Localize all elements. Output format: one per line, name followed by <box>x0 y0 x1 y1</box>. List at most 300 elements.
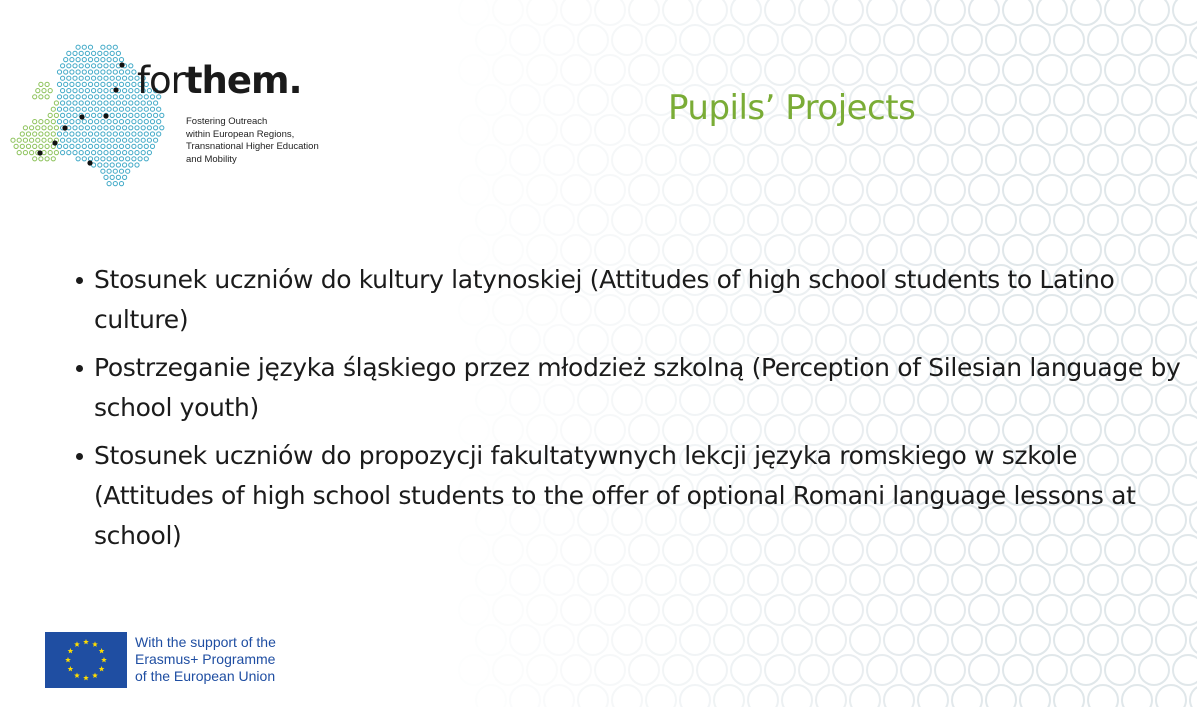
logo-dot <box>101 144 105 148</box>
background-circle <box>748 145 778 175</box>
logo-dot <box>116 138 120 142</box>
logo-dot <box>98 89 102 93</box>
background-circle <box>1156 565 1186 595</box>
logo-dot <box>116 51 120 55</box>
background-circle <box>833 655 863 685</box>
background-circle <box>527 115 557 145</box>
background-circle <box>697 175 727 205</box>
eu-star-icon <box>92 673 98 678</box>
logo-dot <box>126 107 130 111</box>
logo-dot <box>82 45 86 49</box>
logo-dot <box>98 51 102 55</box>
background-circle <box>544 145 574 175</box>
background-circle <box>612 145 642 175</box>
logo-tagline-line: Transnational Higher Education <box>186 141 319 152</box>
logo-dot <box>104 89 108 93</box>
background-circle <box>629 655 659 685</box>
logo-dot <box>45 82 49 86</box>
background-circle <box>969 115 999 145</box>
background-circle <box>1037 175 1067 205</box>
background-circle <box>1020 625 1050 655</box>
background-circle <box>901 655 931 685</box>
background-circle <box>493 655 523 685</box>
background-circle <box>1054 25 1084 55</box>
eu-star-icon <box>74 641 80 646</box>
background-circle <box>1088 625 1118 655</box>
background-circle <box>1139 55 1169 85</box>
background-circle <box>1071 595 1101 625</box>
eu-star-icon <box>74 673 80 678</box>
background-circle <box>884 205 914 235</box>
background-circle <box>867 175 897 205</box>
logo-dot <box>110 64 114 68</box>
background-circle <box>697 655 727 685</box>
logo-dot <box>61 151 65 155</box>
background-circle <box>782 145 812 175</box>
forthem-logo-wordmark <box>137 59 302 102</box>
background-circle <box>1122 565 1152 595</box>
background-circle <box>1020 685 1050 707</box>
background-circle <box>935 595 965 625</box>
background-circle <box>935 115 965 145</box>
logo-dot <box>126 95 130 99</box>
logo-dot <box>88 70 92 74</box>
logo-dot <box>76 120 80 124</box>
logo-dot <box>76 82 80 86</box>
logo-dot <box>92 64 96 68</box>
background-circle <box>1190 625 1197 655</box>
logo-dot <box>33 132 37 136</box>
logo-dot <box>138 157 142 161</box>
logo-dot <box>101 58 105 62</box>
background-circle <box>1190 25 1197 55</box>
eu-star-icon <box>99 666 105 671</box>
logo-dot <box>76 45 80 49</box>
logo-dot <box>88 58 92 62</box>
logo-dot <box>119 58 123 62</box>
logo-dot <box>79 138 83 142</box>
background-circle <box>1139 595 1169 625</box>
background-circle <box>816 685 846 707</box>
background-circle <box>1037 595 1067 625</box>
background-circle <box>867 55 897 85</box>
logo-city-dot <box>119 62 124 67</box>
logo-dot <box>129 151 133 155</box>
logo-dot <box>88 45 92 49</box>
logo-dot <box>95 144 99 148</box>
background-circle <box>1003 655 1033 685</box>
logo-dot <box>26 144 30 148</box>
logo-dot <box>150 107 154 111</box>
logo-dot <box>150 144 154 148</box>
background-circle <box>612 205 642 235</box>
background-circle <box>1037 55 1067 85</box>
logo-dot <box>95 95 99 99</box>
background-circle <box>952 205 982 235</box>
background-circle <box>884 25 914 55</box>
background-circle <box>748 205 778 235</box>
logo-dot <box>33 95 37 99</box>
logo-dot <box>107 107 111 111</box>
background-circle <box>918 625 948 655</box>
background-circle <box>612 565 642 595</box>
logo-dot <box>64 107 68 111</box>
background-circle <box>459 0 489 25</box>
background-circle <box>544 565 574 595</box>
background-circle <box>1105 115 1135 145</box>
logo-dot <box>150 120 154 124</box>
background-circle <box>714 685 744 707</box>
logo-dot <box>79 64 83 68</box>
background-circle <box>1037 0 1067 25</box>
logo-city-dot <box>113 87 118 92</box>
background-circle <box>799 0 829 25</box>
logo-dot <box>141 138 145 142</box>
background-circle <box>1020 85 1050 115</box>
background-circle <box>663 595 693 625</box>
background-circle <box>901 175 931 205</box>
background-circle <box>493 175 523 205</box>
logo-dot <box>45 157 49 161</box>
logo-dot <box>123 126 127 130</box>
eu-star-icon <box>99 648 105 653</box>
logo-dot <box>76 107 80 111</box>
background-circle <box>867 0 897 25</box>
logo-dot <box>57 82 61 86</box>
background-circle <box>1003 55 1033 85</box>
logo-dot <box>76 132 80 136</box>
logo-dot <box>141 151 145 155</box>
logo-dot <box>107 157 111 161</box>
logo-dot <box>88 144 92 148</box>
background-circle <box>833 595 863 625</box>
logo-dot <box>147 151 151 155</box>
logo-dot <box>85 126 89 130</box>
background-circle <box>850 565 880 595</box>
logo-dot <box>154 126 158 130</box>
logo-dot <box>154 138 158 142</box>
logo-dot <box>70 82 74 86</box>
background-circle <box>765 55 795 85</box>
background-circle <box>1054 625 1084 655</box>
background-circle <box>714 625 744 655</box>
logo-dot <box>144 107 148 111</box>
background-circle <box>476 205 506 235</box>
background-circle <box>969 55 999 85</box>
logo-dot <box>95 58 99 62</box>
background-circle <box>578 145 608 175</box>
background-circle <box>816 25 846 55</box>
logo-dot <box>113 70 117 74</box>
background-circle <box>476 565 506 595</box>
logo-dot <box>104 151 108 155</box>
logo-dot <box>154 113 158 117</box>
logo-dot <box>92 51 96 55</box>
logo-dot <box>104 64 108 68</box>
logo-dot <box>123 113 127 117</box>
background-circle <box>748 625 778 655</box>
logo-dot <box>98 151 102 155</box>
background-circle <box>561 655 591 685</box>
logo-dot <box>95 120 99 124</box>
background-circle <box>799 595 829 625</box>
logo-dot <box>110 51 114 55</box>
background-circle <box>493 115 523 145</box>
background-circle <box>799 655 829 685</box>
background-circle <box>969 0 999 25</box>
logo-dot <box>147 113 151 117</box>
background-circle <box>595 115 625 145</box>
bullet-dot-icon <box>76 277 83 284</box>
logo-dot <box>36 89 40 93</box>
background-circle <box>1088 85 1118 115</box>
logo-dot <box>95 70 99 74</box>
background-circle <box>629 0 659 25</box>
background-circle <box>629 55 659 85</box>
logo-dot <box>116 163 120 167</box>
background-circle <box>527 595 557 625</box>
background-circle <box>1003 175 1033 205</box>
background-circle <box>1122 145 1152 175</box>
logo-dot <box>82 95 86 99</box>
logo-dot <box>132 157 136 161</box>
logo-dot <box>82 120 86 124</box>
logo-dot <box>101 95 105 99</box>
logo-dot <box>104 126 108 130</box>
bullet-item <box>74 260 1184 340</box>
background-circle <box>952 685 982 707</box>
logo-dot <box>64 70 68 74</box>
eu-star-icon <box>68 648 74 653</box>
background-circle <box>714 145 744 175</box>
logo-dot <box>64 132 68 136</box>
logo-dot <box>76 144 80 148</box>
background-circle <box>986 625 1016 655</box>
background-circle <box>595 595 625 625</box>
background-circle <box>1105 0 1135 25</box>
background-circle <box>901 0 931 25</box>
logo-dot <box>11 138 15 142</box>
logo-dot <box>85 113 89 117</box>
background-circle <box>952 25 982 55</box>
logo-dot <box>119 120 123 124</box>
logo-dot <box>79 126 83 130</box>
background-circle <box>969 175 999 205</box>
logo-dot <box>98 101 102 105</box>
logo-dot <box>33 120 37 124</box>
background-circle <box>459 595 489 625</box>
background-circle <box>765 655 795 685</box>
logo-dot <box>141 113 145 117</box>
logo-dot <box>107 144 111 148</box>
logo-dot <box>119 82 123 86</box>
logo-dot <box>104 163 108 167</box>
logo-dot <box>132 107 136 111</box>
logo-dot <box>39 132 43 136</box>
logo-dot <box>82 107 86 111</box>
logo-dot <box>113 95 117 99</box>
logo-dot <box>95 132 99 136</box>
logo-dot <box>138 120 142 124</box>
logo-city-dot <box>37 150 42 155</box>
logo-dot <box>82 132 86 136</box>
logo-dot <box>126 120 130 124</box>
background-circle <box>663 0 693 25</box>
logo-dot <box>157 107 161 111</box>
background-circle <box>561 175 591 205</box>
background-circle <box>680 145 710 175</box>
logo-dot <box>107 120 111 124</box>
logo-dot <box>48 89 52 93</box>
logo-dot <box>39 157 43 161</box>
logo-dot <box>119 132 123 136</box>
logo-dot <box>92 76 96 80</box>
logo-dot <box>98 126 102 130</box>
background-circle <box>1071 175 1101 205</box>
logo-dot <box>110 175 114 179</box>
logo-dot <box>88 120 92 124</box>
logo-dot <box>88 132 92 136</box>
background-circle <box>1054 145 1084 175</box>
background-circle <box>510 565 540 595</box>
logo-dot <box>132 95 136 99</box>
background-circle <box>782 565 812 595</box>
background-circle <box>1190 385 1197 415</box>
background-circle <box>918 85 948 115</box>
background-circle <box>1071 655 1101 685</box>
logo-dot <box>39 82 43 86</box>
bullet-text: Stosunek uczniów do propozycji fakultatywnych lekcji języka romskiego w szkole (Attitudes of high school students to the offer of optional Romani language lessons at school) <box>94 441 1136 550</box>
background-circle <box>748 685 778 707</box>
bullet-text: Postrzeganie języka śląskiego przez młodzież szkolną (Perception of Silesian language by school youth) <box>94 353 1181 422</box>
logo-dot <box>42 126 46 130</box>
background-circle <box>1173 0 1197 25</box>
logo-dot <box>92 138 96 142</box>
logo-dot <box>54 101 58 105</box>
background-circle <box>731 175 761 205</box>
logo-dot <box>70 120 74 124</box>
background-circle <box>1190 505 1197 535</box>
logo-dot <box>107 132 111 136</box>
logo-dot <box>85 89 89 93</box>
logo-dot <box>57 144 61 148</box>
background-circle <box>697 0 727 25</box>
eu-support-line: of the European Union <box>135 668 276 684</box>
eu-flag-icon <box>45 632 127 688</box>
logo-dot <box>144 144 148 148</box>
logo-dot <box>92 113 96 117</box>
background-circle <box>680 205 710 235</box>
logo-word-regular: for <box>137 59 185 102</box>
background-circle <box>459 115 489 145</box>
logo-dot <box>101 157 105 161</box>
background-circle <box>544 85 574 115</box>
logo-dot <box>39 120 43 124</box>
logo-dot <box>132 132 136 136</box>
background-circle <box>578 85 608 115</box>
logo-dot <box>85 64 89 68</box>
logo-dot <box>64 120 68 124</box>
bullet-item <box>74 348 1184 428</box>
logo-city-dot <box>87 160 92 165</box>
background-circle <box>816 565 846 595</box>
background-circle <box>561 55 591 85</box>
background-circle <box>833 55 863 85</box>
logo-dot <box>107 182 111 186</box>
logo-dot <box>67 51 71 55</box>
logo-dot <box>104 101 108 105</box>
background-circle <box>918 25 948 55</box>
background-circle <box>1190 325 1197 355</box>
background-circle <box>1105 655 1135 685</box>
eu-star-icon <box>68 666 74 671</box>
background-circle <box>459 175 489 205</box>
background-circle <box>510 25 540 55</box>
background-circle <box>612 25 642 55</box>
logo-dot <box>51 107 55 111</box>
background-circle <box>1071 0 1101 25</box>
background-circle <box>1105 55 1135 85</box>
logo-dot <box>54 113 58 117</box>
background-circle <box>476 625 506 655</box>
background-circle <box>782 625 812 655</box>
background-circle <box>969 595 999 625</box>
logo-dot <box>64 95 68 99</box>
background-circle <box>1122 25 1152 55</box>
background-circle <box>714 565 744 595</box>
bullet-dot-icon <box>76 365 83 372</box>
background-circle <box>1105 175 1135 205</box>
bullet-list <box>74 260 1184 564</box>
logo-dot <box>23 151 27 155</box>
background-circle <box>510 85 540 115</box>
background-circle <box>595 55 625 85</box>
background-circle <box>1088 145 1118 175</box>
logo-dot <box>85 138 89 142</box>
background-circle <box>646 25 676 55</box>
logo-word-bold: them. <box>184 59 302 102</box>
logo-dot <box>42 89 46 93</box>
logo-dot <box>98 64 102 68</box>
logo-dot <box>126 144 130 148</box>
background-circle <box>459 655 489 685</box>
background-circle <box>782 685 812 707</box>
logo-dot <box>104 138 108 142</box>
logo-dot <box>119 107 123 111</box>
logo-dot <box>98 138 102 142</box>
logo-dot <box>76 58 80 62</box>
background-circle <box>646 205 676 235</box>
logo-dot <box>160 126 164 130</box>
logo-dot <box>73 76 77 80</box>
logo-dot <box>73 89 77 93</box>
logo-dot <box>92 89 96 93</box>
logo-dot <box>147 138 151 142</box>
logo-dot <box>132 144 136 148</box>
logo-dot <box>135 163 139 167</box>
background-circle <box>1139 0 1169 25</box>
background-circle <box>595 0 625 25</box>
background-circle <box>459 55 489 85</box>
logo-dot <box>116 175 120 179</box>
background-circle <box>578 565 608 595</box>
logo-dot <box>88 107 92 111</box>
logo-dot <box>45 132 49 136</box>
background-circle <box>476 25 506 55</box>
logo-dot <box>126 169 130 173</box>
logo-dot <box>45 95 49 99</box>
logo-dot <box>61 138 65 142</box>
